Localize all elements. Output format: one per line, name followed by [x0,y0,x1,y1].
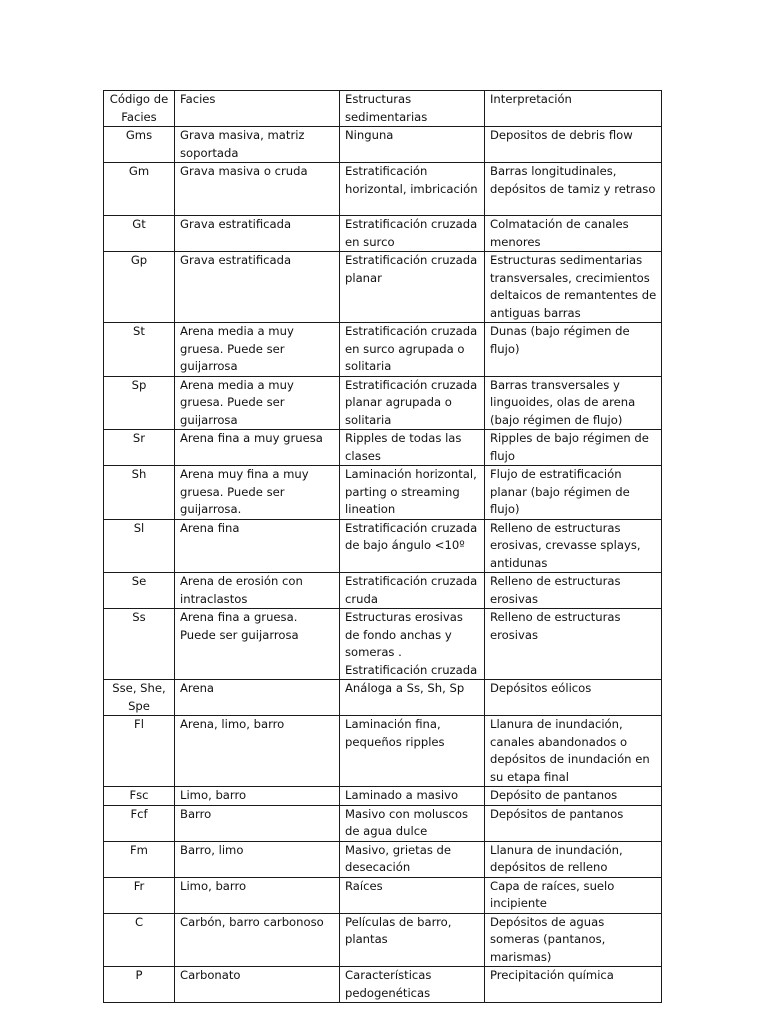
table-row [104,877,662,913]
header-facies: Facies [175,91,340,127]
table-row [104,573,662,609]
cell-code: Se [104,573,175,609]
table-row [104,913,662,967]
table-row [104,787,662,806]
cell-code: Sh [104,466,175,520]
cell-interpretation: Llanura de inundación, depósitos de relleno [485,841,662,877]
cell-code: P [104,967,175,1003]
cell-structures: Masivo con moluscos de agua dulce [340,805,485,841]
cell-code: Fm [104,841,175,877]
cell-structures: Laminado a masivo [340,787,485,806]
cell-interpretation: Depósitos eólicos [485,680,662,716]
cell-facies: Limo, barro [175,787,340,806]
cell-structures: Estratificación cruzada planar [340,252,485,323]
table-row [104,252,662,323]
table-row [104,376,662,430]
header-interpretation: Interpretación [485,91,662,127]
cell-interpretation: Relleno de estructuras erosivas [485,573,662,609]
cell-facies: Carbonato [175,967,340,1003]
header-row [104,91,662,127]
cell-interpretation: Depositos de debris flow [485,127,662,163]
cell-code: Fcf [104,805,175,841]
table-row [104,430,662,466]
cell-interpretation: Colmatación de canales menores [485,216,662,252]
cell-structures: Ripples de todas las clases [340,430,485,466]
cell-code: Ss [104,609,175,680]
table-row [104,216,662,252]
cell-facies: Grava masiva o cruda [175,163,340,216]
cell-interpretation: Relleno de estructuras erosivas [485,609,662,680]
cell-structures: Laminación horizontal, parting o streaming lineation [340,466,485,520]
cell-structures: Estratificación horizontal, imbricación [340,163,485,216]
cell-interpretation: Capa de raíces, suelo incipiente [485,877,662,913]
cell-interpretation: Estructuras sedimentarias transversales, crecimientos deltaicos de remantentes de antiguas barras [485,252,662,323]
cell-interpretation: Relleno de estructuras erosivas, crevasse splays, antidunas [485,519,662,573]
table-row [104,519,662,573]
cell-interpretation: Flujo de estratificación planar (bajo régimen de flujo) [485,466,662,520]
cell-facies: Arena fina a gruesa. Puede ser guijarrosa [175,609,340,680]
cell-facies: Barro, limo [175,841,340,877]
cell-facies: Arena fina a muy gruesa [175,430,340,466]
cell-facies: Grava estratificada [175,216,340,252]
cell-code: Gp [104,252,175,323]
header-structures: Estructuras sedimentarias [340,91,485,127]
cell-code: Sl [104,519,175,573]
table-row [104,841,662,877]
cell-structures: Películas de barro, plantas [340,913,485,967]
table-row [104,716,662,787]
cell-facies: Grava estratificada [175,252,340,323]
cell-structures: Estratificación cruzada en surco [340,216,485,252]
cell-code: Sse, She, Spe [104,680,175,716]
cell-facies: Arena muy fina a muy gruesa. Puede ser guijarrosa. [175,466,340,520]
cell-structures: Estratificación cruzada en surco agrupada o solitaria [340,323,485,377]
cell-code: Fl [104,716,175,787]
cell-code: Fsc [104,787,175,806]
table-row [104,466,662,520]
cell-interpretation: Barras longitudinales, depósitos de tamiz y retraso [485,163,662,216]
cell-interpretation: Dunas (bajo régimen de flujo) [485,323,662,377]
facies-table [103,90,662,1003]
cell-structures: Raíces [340,877,485,913]
cell-structures: Estratificación cruzada de bajo ángulo <10º [340,519,485,573]
table-row [104,680,662,716]
cell-facies: Carbón, barro carbonoso [175,913,340,967]
cell-facies: Arena media a muy gruesa. Puede ser guijarrosa [175,376,340,430]
cell-code: Sr [104,430,175,466]
cell-code: St [104,323,175,377]
cell-facies: Limo, barro [175,877,340,913]
cell-structures: Estratificación cruzada planar agrupada o solitaria [340,376,485,430]
cell-interpretation: Llanura de inundación, canales abandonados o depósitos de inundación en su etapa final [485,716,662,787]
table-row [104,967,662,1003]
cell-facies: Arena [175,680,340,716]
cell-interpretation: Precipitación química [485,967,662,1003]
cell-structures: Ninguna [340,127,485,163]
cell-facies: Arena media a muy gruesa. Puede ser guijarrosa [175,323,340,377]
cell-code: Fr [104,877,175,913]
table-row [104,805,662,841]
cell-interpretation: Depósito de pantanos [485,787,662,806]
table-row [104,323,662,377]
table-row [104,609,662,680]
cell-code: C [104,913,175,967]
cell-code: Gt [104,216,175,252]
cell-structures: Masivo, grietas de desecación [340,841,485,877]
table-row [104,127,662,163]
cell-structures: Estratificación cruzada cruda [340,573,485,609]
cell-code: Gm [104,163,175,216]
cell-facies: Arena, limo, barro [175,716,340,787]
header-code: Código de Facies [104,91,175,127]
cell-code: Sp [104,376,175,430]
cell-interpretation: Depósitos de aguas someras (pantanos, marismas) [485,913,662,967]
cell-code: Gms [104,127,175,163]
cell-facies: Barro [175,805,340,841]
cell-interpretation: Barras transversales y linguoides, olas de arena (bajo régimen de flujo) [485,376,662,430]
cell-interpretation: Ripples de bajo régimen de flujo [485,430,662,466]
cell-facies: Arena fina [175,519,340,573]
table-row [104,163,662,216]
cell-facies: Grava masiva, matriz soportada [175,127,340,163]
cell-structures: Estructuras erosivas de fondo anchas y someras . Estratificación cruzada [340,609,485,680]
cell-structures: Características pedogenéticas [340,967,485,1003]
cell-interpretation: Depósitos de pantanos [485,805,662,841]
cell-structures: Laminación fina, pequeños ripples [340,716,485,787]
cell-structures: Análoga a Ss, Sh, Sp [340,680,485,716]
cell-facies: Arena de erosión con intraclastos [175,573,340,609]
